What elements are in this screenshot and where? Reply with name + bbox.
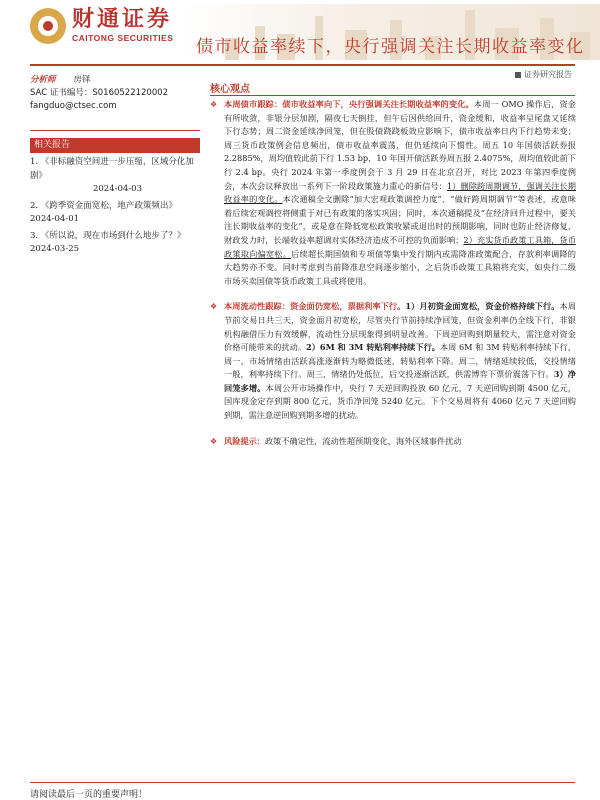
liquidity-section: ❖ 本周流动性跟踪：资金面仍宽松，票据利率下行。1）月初资金面宽松，资金价格持续下行。本周节前交易日共三天，资金面月初宽松，尽管央行节前持续净回笼，但资金利率仍全线下行，非银机构融借压力有效缓解，流动性分层现象得到明显改善。下周逆回购到期量较大，需注意对资金价格可能带来的扰动。2）6M 和 3M 转贴利率持续下行。本周 6M 和 3M 转贴利率持续下行，周一，市场情绪由活跃高涨逐渐转为略微低迷，转贴利率下降。周二，情绪延续较低，交投情绪一般，利率持续下行。周三，情绪仍处低位，后交投逐渐活跃，供需博弈下票价震荡下行。3）净回笼多增。本周公开市场操作中，央行 7 天逆回购投放 60 亿元，7 天逆回购到期 4500 亿元，国库现金定存到期 800 亿元，货币净回笼 5240 亿元。下个交易周将有 4060 亿元 7 天逆回购到期，需注意逆回购到期多增的扰动。 [210, 301, 576, 421]
logo-name-cn: 财通证券 [72, 7, 173, 32]
related-reports-heading: 相关报告 [30, 138, 200, 153]
analyst-cert: SAC 证书编号：S0160522120002 [30, 88, 169, 98]
related-report-item[interactable]: 3. 《所以说，现在市场到什么地步了？》 2024-03-25 [30, 230, 186, 254]
header-divider [30, 64, 575, 66]
logo-icon [30, 8, 66, 44]
diamond-bullet-icon: ❖ [210, 302, 218, 312]
disclaimer-note: 请阅读最后一页的重要声明！ [30, 790, 148, 800]
report-type-label: 证券研究报告 [515, 69, 572, 80]
report-headline: 债市收益率续下，央行强调关注长期收益率变化 [196, 37, 585, 57]
footer-divider [30, 782, 575, 783]
related-report-item[interactable]: 1. 《非标融资空间进一步压缩，区域分化加剧》 2024-04-03 [30, 157, 194, 194]
report-header [0, 0, 600, 66]
core-view-body [210, 98, 576, 448]
analyst-name: 房铎 [73, 75, 91, 85]
related-reports-list [30, 156, 202, 260]
core-view-heading: 核心观点 [210, 84, 250, 95]
logo-name-en: CAITONG SECURITIES [72, 33, 174, 43]
analyst-info [30, 74, 200, 113]
risk-section: ❖ 风险提示：政策不确定性，流动性超预期变化，海外区域事件扰动 [210, 435, 576, 449]
bond-market-section: ❖ 本周债市跟踪：债市收益率向下，央行强调关注长期收益率的变化。本周一 OMO 操作后，资金有所收敛，非银分层加剧，隔夜七天倒挂，但午后因供给回升，资金缓和，收益率呈尾盘又延续下行态势；周二资金延续净回笼，但在股债跷跷板效应影响下，债市收益率日内下行趋势未变；周三货币政策例会信息频出，债市收益率震荡，但仍延续向下惯性。周五 10 年国债活跃券报 2.2885%，周均值较此前下行 1.53 bp，10 年国开债活跃券周五报 2.4075%，周均值较此前下行 2.4 bp。央行 2024 年第一季度例会于 3 月 29 日在北京召开，对比 2023 年第四季度例会，本次会议释放出一系列下一阶段政策施力重心的新信号：1）删除跨周期调节，强调关注长期收益率的变化。本次通稿全文删除“加大宏观政策调控力度”、“做好跨周期调节”等表述，或意味着后续宏观调控将侧重于对已有政策的落实巩固；同时，本次通稿提及“在经济回升过程中，要关注长期收益率的变化”，或是意在降低宽松政策收紧或退出时的预期影响，同时也防止经济修复、财政发力时，长端收益率超调对实体经济造成不可控的负面影响；2）充实货币政策工具箱，货币政策取向偏宽松。后续超长期国债和专项债等集中发行期内或需降准政策配合，存款利率调降的大趋势亦不变。同时考虑到当前降准息空间逐步缩小，之后货币政策工具箱将充实，如央行二级市场买卖国债等货币政策工具或将使用。 [210, 99, 576, 286]
analyst-email[interactable]: fangduo@ctsec.com [30, 101, 117, 111]
square-bullet-icon [515, 72, 521, 78]
core-view-divider [210, 95, 575, 96]
analyst-role: 分析师 [30, 75, 56, 85]
diamond-bullet-icon: ❖ [210, 436, 218, 446]
company-logo [30, 8, 173, 44]
sidebar-divider [30, 130, 200, 131]
related-report-item[interactable]: 2. 《跨季资金面宽松，地产政策频出》 2024-04-01 [30, 200, 177, 224]
diamond-bullet-icon: ❖ [210, 100, 218, 109]
